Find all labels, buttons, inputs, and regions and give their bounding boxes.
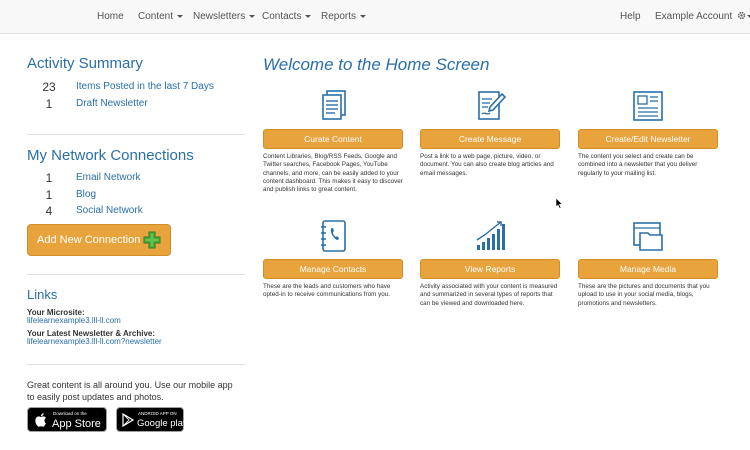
top-navbar bbox=[0, 0, 750, 34]
network-title: My Network Connections bbox=[27, 147, 194, 164]
nav-newsletters[interactable] bbox=[193, 11, 255, 22]
network-count-blog: 1 bbox=[45, 188, 53, 202]
add-new-connection-button[interactable] bbox=[27, 224, 171, 256]
google-play-big-text: Google play bbox=[137, 418, 188, 429]
newspaper-icon[interactable] bbox=[631, 89, 665, 123]
plus-icon bbox=[143, 231, 161, 249]
view-reports-description: Activity associated with your content is measured and summarized in several types of reports that can be viewed and downloaded here. bbox=[420, 283, 558, 307]
activity-link-posted[interactable]: Items Posted in the last 7 Days bbox=[76, 81, 214, 92]
mouse-cursor-icon bbox=[556, 198, 564, 209]
nav-help[interactable] bbox=[620, 11, 641, 22]
nav-home[interactable] bbox=[97, 11, 124, 22]
links-title: Links bbox=[27, 287, 58, 302]
nav-account[interactable] bbox=[655, 11, 750, 22]
network-count-email: 1 bbox=[45, 171, 53, 185]
caret-down-icon bbox=[249, 15, 255, 18]
nav-content[interactable] bbox=[138, 11, 183, 22]
network-link-social[interactable]: Social Network bbox=[76, 205, 143, 216]
create-message-description: Post a link to a web page, picture, video, or document. You can also create blog articles and email messages. bbox=[420, 153, 554, 177]
apple-icon bbox=[34, 412, 48, 428]
curate-content-description: Content Libraries, Blog/RSS Feeds, Google and Twitter searches, Facebook Pages, YouTube channels, and more, can be easily added to your content dashboard. This makes it easy to discover and publish links to great content. bbox=[263, 153, 403, 194]
view-reports-button[interactable]: View Reports bbox=[420, 259, 560, 279]
manage-media-description: These are the pictures and documents that you upload to use in your social media, blogs, promotions and newsletters. bbox=[578, 283, 710, 307]
google-play-button[interactable] bbox=[116, 407, 188, 432]
manage-contacts-description: These are the leads and customers who have opted-in to receive communications from you. bbox=[263, 283, 391, 299]
mobile-app-promo-text: Great content is all around you. Use our mobile app to easily post updates and photos. bbox=[27, 380, 233, 402]
nav-content-label: Content bbox=[138, 11, 174, 22]
gear-icon bbox=[737, 11, 746, 20]
sidebar-divider bbox=[27, 364, 245, 365]
play-store-icon bbox=[122, 413, 134, 427]
caret-down-icon bbox=[305, 15, 311, 18]
address-book-icon[interactable] bbox=[317, 219, 351, 253]
document-stack-icon[interactable] bbox=[317, 89, 351, 123]
nav-help-label: Help bbox=[620, 11, 641, 22]
caret-down-icon bbox=[360, 15, 366, 18]
pencil-document-icon[interactable] bbox=[474, 89, 508, 123]
nav-newsletters-label: Newsletters bbox=[193, 11, 246, 22]
nav-reports-label: Reports bbox=[321, 11, 357, 22]
create-edit-newsletter-button[interactable]: Create/Edit Newsletter bbox=[578, 129, 718, 149]
activity-link-drafts[interactable]: Draft Newsletter bbox=[76, 98, 148, 109]
network-count-social: 4 bbox=[45, 204, 53, 218]
nav-reports[interactable] bbox=[321, 11, 366, 22]
newsletter-archive-link[interactable]: lifelearnexample3.lll-ll.com?newsletter bbox=[27, 337, 162, 346]
google-play-small-text: ANDROID APP ON bbox=[138, 411, 177, 416]
manage-contacts-button[interactable]: Manage Contacts bbox=[263, 259, 403, 279]
page-title: Welcome to the Home Screen bbox=[263, 55, 490, 74]
caret-down-icon bbox=[177, 15, 183, 18]
microsite-link[interactable]: lifelearnexample3.lll-ll.com bbox=[27, 316, 121, 325]
microsite-label: Your Microsite: bbox=[27, 308, 85, 317]
app-store-button[interactable] bbox=[27, 407, 107, 432]
network-link-blog[interactable]: Blog bbox=[76, 189, 97, 200]
activity-count-posted: 23 bbox=[42, 80, 56, 94]
create-message-button[interactable]: Create Message bbox=[420, 129, 560, 149]
nav-contacts-label: Contacts bbox=[262, 11, 302, 22]
sidebar-divider bbox=[27, 134, 245, 135]
bar-chart-icon[interactable] bbox=[474, 219, 508, 253]
folder-icon[interactable] bbox=[631, 219, 665, 253]
nav-account-label: Example Account bbox=[655, 11, 733, 22]
nav-contacts[interactable] bbox=[262, 11, 311, 22]
curate-content-button[interactable]: Curate Content bbox=[263, 129, 403, 149]
activity-summary-title: Activity Summary bbox=[27, 55, 143, 72]
sidebar-divider bbox=[27, 274, 245, 275]
network-link-email[interactable]: Email Network bbox=[76, 172, 141, 183]
activity-count-drafts: 1 bbox=[45, 97, 53, 111]
create-edit-newsletter-description: The content you select and create can be combined into a newsletter that you deliver regularly to your mailing list. bbox=[578, 153, 698, 177]
manage-media-button[interactable]: Manage Media bbox=[578, 259, 718, 279]
newsletter-archive-label: Your Latest Newsletter & Archive: bbox=[27, 329, 156, 338]
add-new-connection-label: Add New Connection bbox=[37, 234, 141, 246]
nav-home-label: Home bbox=[97, 11, 124, 22]
app-store-big-text: App Store bbox=[52, 418, 101, 430]
app-store-small-text: Download on the bbox=[53, 411, 87, 416]
